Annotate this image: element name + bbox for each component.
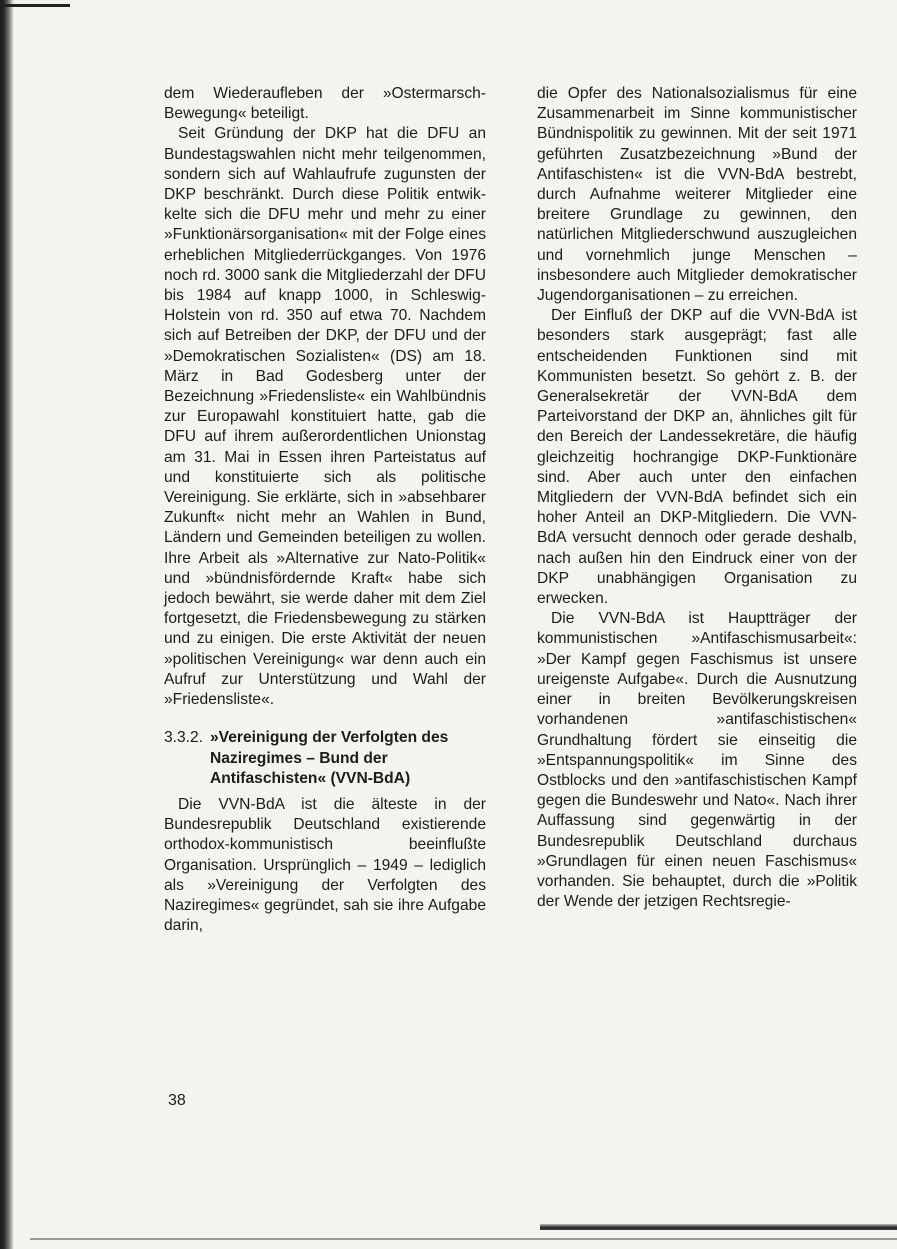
paragraph: Seit Gründung der DKP hat die DFU an Bundestagswahlen nicht mehr teilgenommen, sondern sich auf Wahlaufrufe zugunsten der DKP beschränkt. Durch diese Politik entwikkelte sich die DFU mehr und mehr zu einer »Funktionärsorganisation« mit der Folge eines erheblichen Mitgliederrückganges. Von 1976 noch rd. 3000 sank die Mitgliederzahl der DFU bis 1984 auf knapp 1000, in Schleswig-Holstein von rd. 350 auf etwa 70. Nachdem sich auf Betreiben der DKP, der DFU und der »Demokratischen Sozialisten« (DS) am 18. März in Bad Godesberg unter der Bezeichnung »Friedensliste« ein Wahlbündnis zur Europawahl konstituiert hatte, gab die DFU auf ihrem außerordentlichen Unionstag am 31. Mai in Essen ihren Parteistatus auf und konstituierte sich als politische Vereinigung. Sie erklärte, sich in »absehbarer Zukunft« nicht mehr an Wahlen in Bund, Ländern und Gemeinden beteiligen zu wollen. Ihre Arbeit als »Alternative zur Nato-Politik« und »bündnisfördernde Kraft« habe sich jedoch bewährt, sie werde daher mit dem Ziel fortgesetzt, die Friedensbewegung zu stärken und zu einigen. Die erste Aktivität der neuen »politischen Vereinigung« war denn auch ein Aufruf zur Unterstützung und Wahl der »Friedensliste«.: [164, 125, 486, 709]
paragraph: Die VVN-BdA ist die älteste in der Bundesrepublik Deutschland existierende orthodox-kommunistisch beeinflußte Organisation. Ursprünglich – 1949 – lediglich als »Vereinigung der Verfolgten des Naziregimes« gegründet, sah sie ihre Aufgabe darin,: [164, 795, 486, 935]
section-title: »Vereinigung der Verfolgten des Naziregimes – Bund der Antifaschisten« (VVN-BdA): [210, 729, 449, 787]
section-number: 3.3.2.: [164, 729, 204, 747]
paragraph: Die VVN-BdA ist Hauptträger der kommunistischen »Antifaschismusarbeit«: »Der Kampf gegen Faschismus ist unsere ureigenste Aufgabe«. Durch die Ausnutzung einer in breiten Bevölkerungskreisen vorhandenen »antifaschistischen« Grundhaltung fördert sie einseitig die »Entspannungspolitik« im Sinne des Ostblocks und den »antifaschistischen Kampf gegen die Bundeswehr und Nato«. Nach ihrer Auffassung sind gegenwärtig in der Bundesrepublik Deutschland durchaus »Grundlagen für einen neuen Faschismus« vorhanden. Sie behauptet, durch die »Politik der Wende der jetzigen Rechtsregie-: [537, 610, 857, 911]
scan-edge-bottom: [540, 1224, 897, 1230]
right-column: [537, 84, 857, 912]
paragraph: dem Wiederaufleben der »Ostermarsch-Bewegung« beteiligt.: [164, 85, 486, 123]
paragraph: Der Einfluß der DKP auf die VVN-BdA ist besonders stark ausgeprägt; fast alle entscheidenden Funktionen sind mit Kommunisten besetzt. So gehört z. B. der Generalsekretär der VVN-BdA dem Parteivorstand der DKP an, ähnliches gilt für den Bereich der Landessekretäre, die häufig gleichzeitig hochrangige DKP-Funktionäre sind. Aber auch unter den einfachen Mitgliedern der VVN-BdA befindet sich ein hoher Anteil an DKP-Mitgliedern. Die VVN-BdA versucht dennoch oder gerade deshalb, nach außen hin den Eindruck einer von der DKP unabhängigen Organisation zu erwecken.: [537, 307, 857, 608]
page-number: 38: [168, 1092, 186, 1109]
section-heading: [164, 728, 486, 789]
scan-edge-bottom-line: [30, 1238, 897, 1240]
scan-edge-left: [0, 0, 14, 1249]
paragraph: die Opfer des Nationalsozialismus für eine Zusammenarbeit im Sinne kommunistischer Bündnispolitik zu gewinnen. Mit der seit 1971 geführten Zusatzbezeichnung »Bund der Antifaschisten« ist die VVN-BdA bestrebt, durch Aufnahme weiterer Mitglieder eine breitere Grundlage zu gewinnen, den natürlichen Mitgliederschwund auszugleichen und vornehmlich junge Menschen – insbesondere auch Mitglieder demokratischer Jugendorganisationen – zu erreichen.: [537, 85, 857, 305]
left-column: [164, 84, 486, 936]
scan-edge-top: [0, 4, 70, 7]
